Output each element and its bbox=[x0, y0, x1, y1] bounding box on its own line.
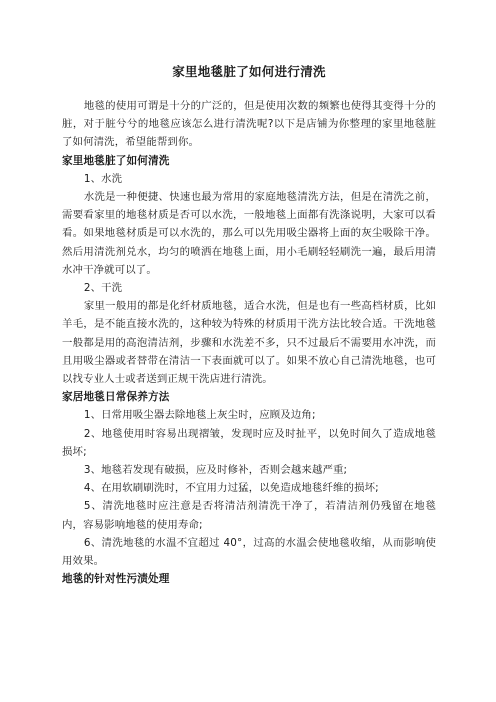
section-heading-cleaning: 家里地毯脏了如何清洗 bbox=[62, 154, 170, 167]
maintenance-item: 2、地毯使用时容易出现褶皱，发现时应及时扯平，以免时间久了造成地毯损坏; bbox=[62, 427, 436, 458]
document-title: 家里地毯脏了如何进行清洗 bbox=[172, 64, 326, 79]
item-title-water-wash: 1、水洗 bbox=[83, 172, 123, 185]
intro-paragraph: 地毯的使用可谓是十分的广泛的，但是使用次数的频繁也使得其变得十分的脏，对于脏兮兮的地毯应该怎么进行清洗呢?以下是店铺为你整理的家里地毯脏了如何清洗，希望能帮到你。 bbox=[62, 100, 436, 149]
maintenance-item: 1、日常用吸尘器去除地毯上灰尘时，应顾及边角; bbox=[83, 409, 316, 422]
maintenance-item: 3、地毯若发现有破损，应及时修补，否则会越来越严重; bbox=[83, 464, 348, 477]
maintenance-item: 5、清洗地毯时应注意是否将清洁剂清洗干净了，若清洁剂仍残留在地毯内，容易影响地毯的使用寿命; bbox=[62, 500, 436, 531]
section-heading-stains: 地毯的针对性污渍处理 bbox=[62, 573, 170, 586]
item-body-water-wash: 水洗是一种便捷、快速也最为常用的家庭地毯清洗方法，但是在清洗之前，需要看家里的地毯材质是否可以水洗，一般地毯上面都有洗涤说明，大家可以看看。如果地毯材质是可以水洗的，那么可以先用吸尘器将上面的灰尘吸除干净。然后用清洗剂兑水，均匀的喷洒在地毯上面，用小毛刷轻轻刷洗一遍，最后用清水冲干净就可以了。 bbox=[62, 191, 436, 276]
item-body-dry-clean: 家里一般用的都是化纤材质地毯，适合水洗，但是也有一些高档材质，比如羊毛，是不能直接水洗的，这种较为特殊的材质用干洗方法比较合适。干洗地毯一般都是用的高泡清洁剂，步骤和水洗差不多，只不过最后不需要用水冲洗，而且用吸尘器或者替带在清洁一下表面就可以了。如果不放心自己清洗地毯，也可以找专业人士或者送到正规干洗店进行清洗。 bbox=[62, 300, 436, 386]
document-page bbox=[62, 64, 436, 588]
section-heading-maintenance: 家居地毯日常保养方法 bbox=[62, 391, 170, 404]
item-title-dry-clean: 2、干洗 bbox=[83, 282, 123, 295]
maintenance-item: 6、清洗地毯的水温不宜超过 40°，过高的水温会使地毯收缩，从而影响使用效果。 bbox=[62, 536, 436, 568]
maintenance-item: 4、在用软刷刷洗时，不宜用力过猛，以免造成地毯纤维的损坏; bbox=[83, 482, 379, 495]
